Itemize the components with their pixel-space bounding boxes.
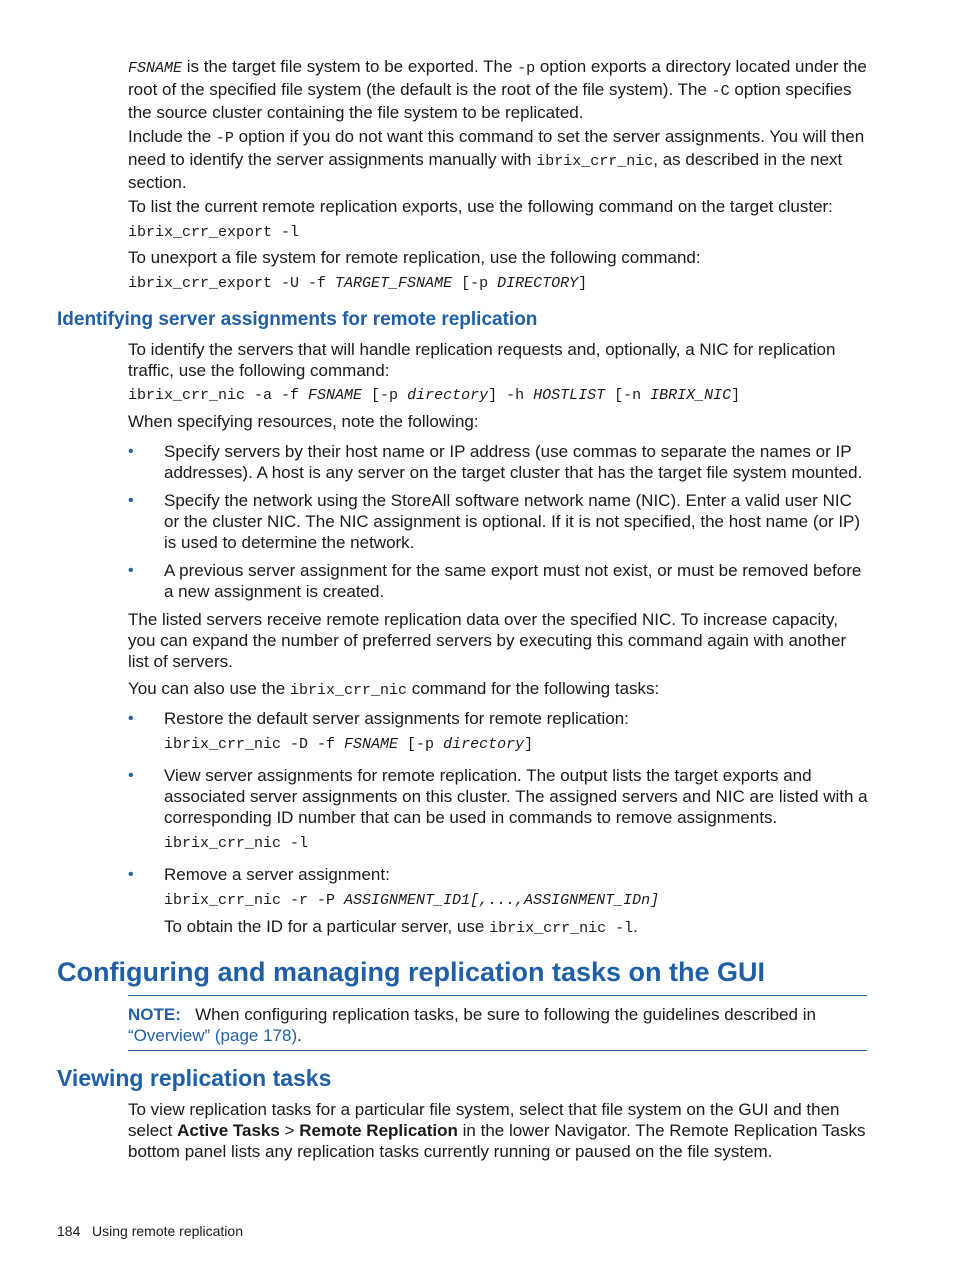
code-remove-assignment: ibrix_crr_nic -r -P ASSIGNMENT_ID1[,...,ASSIGNMENT_IDn] <box>164 892 660 909</box>
code-list-exports: ibrix_crr_export -l <box>128 224 300 241</box>
list-item-restore-default: Restore the default server assignments for remote replication: <box>164 709 629 728</box>
bullet-icon: • <box>128 562 134 579</box>
paragraph-unexport: To unexport a file system for remote replication, use the following command: <box>128 248 701 267</box>
list-item-specify-network: Specify the network using the StoreAll software network name (NIC). Enter a valid user NIC or the cluster NIC. The NIC assignment is optional. If it is not specified, the host name (or IP) is used to determine the network. <box>164 491 861 552</box>
heading-viewing-replication-tasks: Viewing replication tasks <box>57 1065 332 1091</box>
bullet-icon: • <box>128 710 134 727</box>
note-label: NOTE: <box>128 1005 181 1024</box>
code-crr-nic-assign: ibrix_crr_nic -a -f FSNAME [-p directory] -h HOSTLIST [-n IBRIX_NIC] <box>128 387 741 404</box>
list-item-remove-assignment: Remove a server assignment: <box>164 865 390 884</box>
code-restore-default: ibrix_crr_nic -D -f FSNAME [-p directory] <box>164 736 534 753</box>
page-number: 184 <box>57 1223 81 1239</box>
fsname-term: FSNAME <box>128 60 183 77</box>
bullet-icon: • <box>128 492 134 509</box>
note-box: NOTE: When configuring replication tasks, be sure to following the guidelines described in “Overview” (page 178). <box>128 1005 816 1045</box>
list-item-previous-assignment: A previous server assignment for the same export must not exist, or must be removed before a new assignment is created. <box>164 561 862 601</box>
paragraph-list-exports: To list the current remote replication exports, use the following command on the target cluster: <box>128 197 833 216</box>
paragraph-obtain-id: To obtain the ID for a particular server, use ibrix_crr_nic -l. <box>164 917 638 937</box>
note-top-rule <box>128 995 867 996</box>
heading-identifying-server-assignments: Identifying server assignments for remote replication <box>57 309 538 330</box>
code-view-assignments: ibrix_crr_nic -l <box>164 835 309 852</box>
footer-title: Using remote replication <box>92 1223 243 1239</box>
code-unexport: ibrix_crr_export -U -f TARGET_FSNAME [-p DIRECTORY] <box>128 275 588 292</box>
heading-configuring-replication-tasks: Configuring and managing replication tasks on the GUI <box>57 957 766 987</box>
paragraph-include-p: Include the -P option if you do not want this command to set the server assignments. You will then need to identify the server assignments manually with ibrix_crr_nic, as described in the next section. <box>128 127 865 192</box>
paragraph-also-use: You can also use the ibrix_crr_nic command for the following tasks: <box>128 679 660 699</box>
overview-link[interactable]: “Overview” (page 178) <box>128 1026 298 1045</box>
bullet-icon: • <box>128 443 134 460</box>
bullet-icon: • <box>128 866 134 883</box>
bullet-icon: • <box>128 767 134 784</box>
page-footer <box>57 1222 243 1240</box>
list-item-view-assignments: View server assignments for remote replication. The output lists the target exports and associated server assignments on this cluster. The assigned servers and NIC are listed with a corresponding ID number that can be used in commands to remove assignments. <box>164 766 868 827</box>
paragraph-identify-servers: To identify the servers that will handle replication requests and, optionally, a NIC for replication traffic, use the following command: <box>128 340 836 380</box>
list-item-specify-servers: Specify servers by their host name or IP address (use commas to separate the names or IP addresses). A host is any server on the target cluster that has the target file system mounted. <box>164 442 863 482</box>
paragraph-listed-servers: The listed servers receive remote replication data over the specified NIC. To increase capacity, you can expand the number of preferred servers by executing this command again with another list of servers. <box>128 610 847 671</box>
note-bottom-rule <box>128 1050 867 1051</box>
paragraph-view-tasks: To view replication tasks for a particular file system, select that file system on the GUI and then select Active Tasks > Remote Replication in the lower Navigator. The Remote Replication Tasks bottom panel lists any replication tasks currently running or paused on the file system. <box>128 1100 866 1161</box>
paragraph-specifying-resources: When specifying resources, note the following: <box>128 412 479 431</box>
paragraph-fsname: FSNAME is the target file system to be exported. The -p option exports a directory located under the root of the specified file system (the default is the root of the file system). The -C option specifies the source cluster containing the file system to be replicated. <box>128 57 867 122</box>
